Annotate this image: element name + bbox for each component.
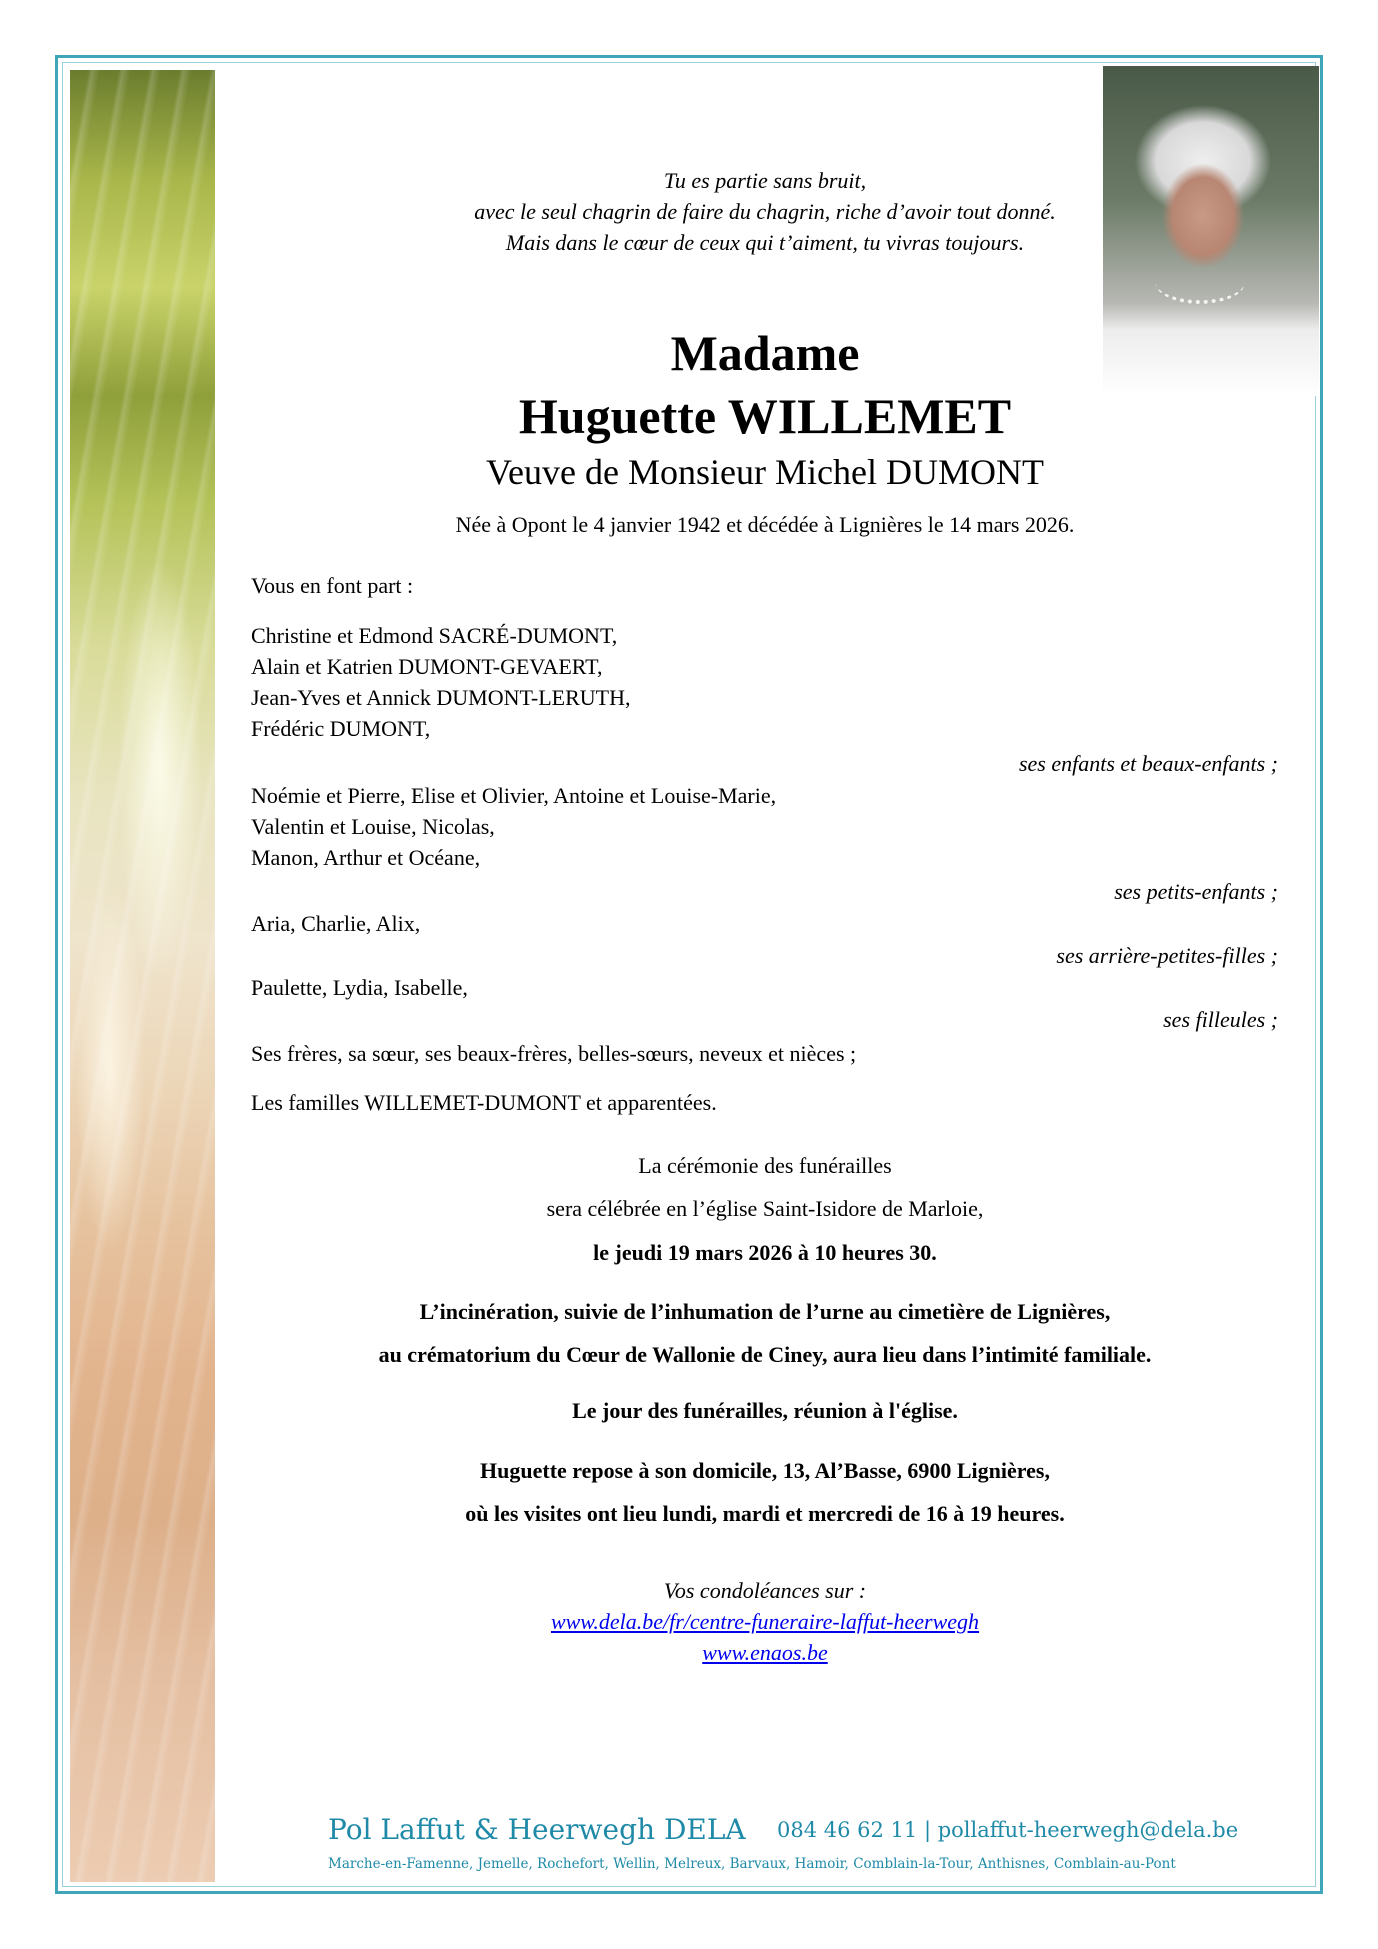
cremation-line-1: L’incinération, suivie de l’inhumation de l’urne au cimetière de Lignières, <box>419 1299 1111 1324</box>
children-relation: ses enfants et beaux-enfants ; <box>1018 751 1278 776</box>
deceased-title: Madame <box>670 325 860 381</box>
child-name: Frédéric DUMONT, <box>251 716 431 741</box>
siblings-text: Ses frères, sa sœur, ses beaux-frères, belles-sœurs, neveux et nièces ; <box>251 1041 857 1066</box>
reunion-text: Le jour des funérailles, réunion à l'église. <box>572 1398 958 1423</box>
child-name: Christine et Edmond SACRÉ-DUMONT, <box>251 623 618 648</box>
great-granddaughters-list: Aria, Charlie, Alix, <box>251 911 421 936</box>
families-text: Les familles WILLEMET-DUMONT et apparentées. <box>251 1090 717 1115</box>
children-list <box>251 620 630 744</box>
ceremony-date: le jeudi 19 mars 2026 à 10 heures 30. <box>593 1240 937 1265</box>
visitation-line-2: où les visites ont lieu lundi, mardi et mercredi de 16 à 19 heures. <box>465 1501 1065 1526</box>
intro-text: Vous en font part : <box>251 573 414 598</box>
epigraph-line: avec le seul chagrin de faire du chagrin, riche d’avoir tout donné. <box>474 199 1056 224</box>
funeral-home-contact: 084 46 62 11 | pollaffut-heerwegh@dela.be <box>777 1818 1239 1842</box>
portrait-necklace <box>1155 260 1245 304</box>
child-name: Alain et Katrien DUMONT-GEVAERT, <box>251 654 603 679</box>
grandchild-name: Noémie et Pierre, Elise et Olivier, Antoine et Louise-Marie, <box>251 783 777 808</box>
goddaughters-list: Paulette, Lydia, Isabelle, <box>251 975 468 1000</box>
light-rays-overlay <box>70 70 215 1882</box>
great-granddaughters-relation: ses arrière-petites-filles ; <box>1056 943 1278 968</box>
condolences-link-dela[interactable]: www.dela.be/fr/centre-funeraire-laffut-heerwegh <box>550 1609 980 1634</box>
condolences-link-enaos[interactable]: www.enaos.be <box>702 1640 828 1665</box>
condolences-label: Vos condoléances sur : <box>663 1578 867 1603</box>
grandchildren-list <box>251 780 776 873</box>
cremation-line-2: au crématorium du Cœur de Wallonie de Ciney, aura lieu dans l’intimité familiale. <box>378 1342 1152 1367</box>
ceremony-line-1: La cérémonie des funérailles <box>638 1153 892 1178</box>
visitation-line-1: Huguette repose à son domicile, 13, Al’Basse, 6900 Lignières, <box>480 1458 1050 1483</box>
child-name: Jean-Yves et Annick DUMONT-LERUTH, <box>251 685 631 710</box>
epigraph-line: Mais dans le cœur de ceux qui t’aiment, tu vivras toujours. <box>505 230 1025 255</box>
deceased-name: Huguette WILLEMET <box>518 388 1012 444</box>
widow-line: Veuve de Monsieur Michel DUMONT <box>486 452 1044 492</box>
grandchildren-relation: ses petits-enfants ; <box>1114 879 1278 904</box>
funeral-home-locations: Marche-en-Famenne, Jemelle, Rochefort, Wellin, Melreux, Barvaux, Hamoir, Comblain-la-Tour, Anthisnes, Comblain-au-Pont <box>328 1856 1176 1872</box>
epigraph <box>240 165 1290 258</box>
goddaughters-relation: ses filleules ; <box>1163 1007 1278 1032</box>
grandchild-name: Manon, Arthur et Océane, <box>251 845 481 870</box>
condolences-link-2-row <box>240 1637 1290 1668</box>
epigraph-line: Tu es partie sans bruit, <box>663 168 867 193</box>
birth-death-line: Née à Opont le 4 janvier 1942 et décédée à Lignières le 14 mars 2026. <box>455 512 1075 537</box>
ceremony-line-2: sera célébrée en l’église Saint-Isidore de Marloie, <box>546 1196 984 1221</box>
funeral-home-brand: Pol Laffut & Heerwegh DELA <box>328 1813 746 1846</box>
condolences-link-1-row <box>240 1606 1290 1637</box>
grandchild-name: Valentin et Louise, Nicolas, <box>251 814 495 839</box>
